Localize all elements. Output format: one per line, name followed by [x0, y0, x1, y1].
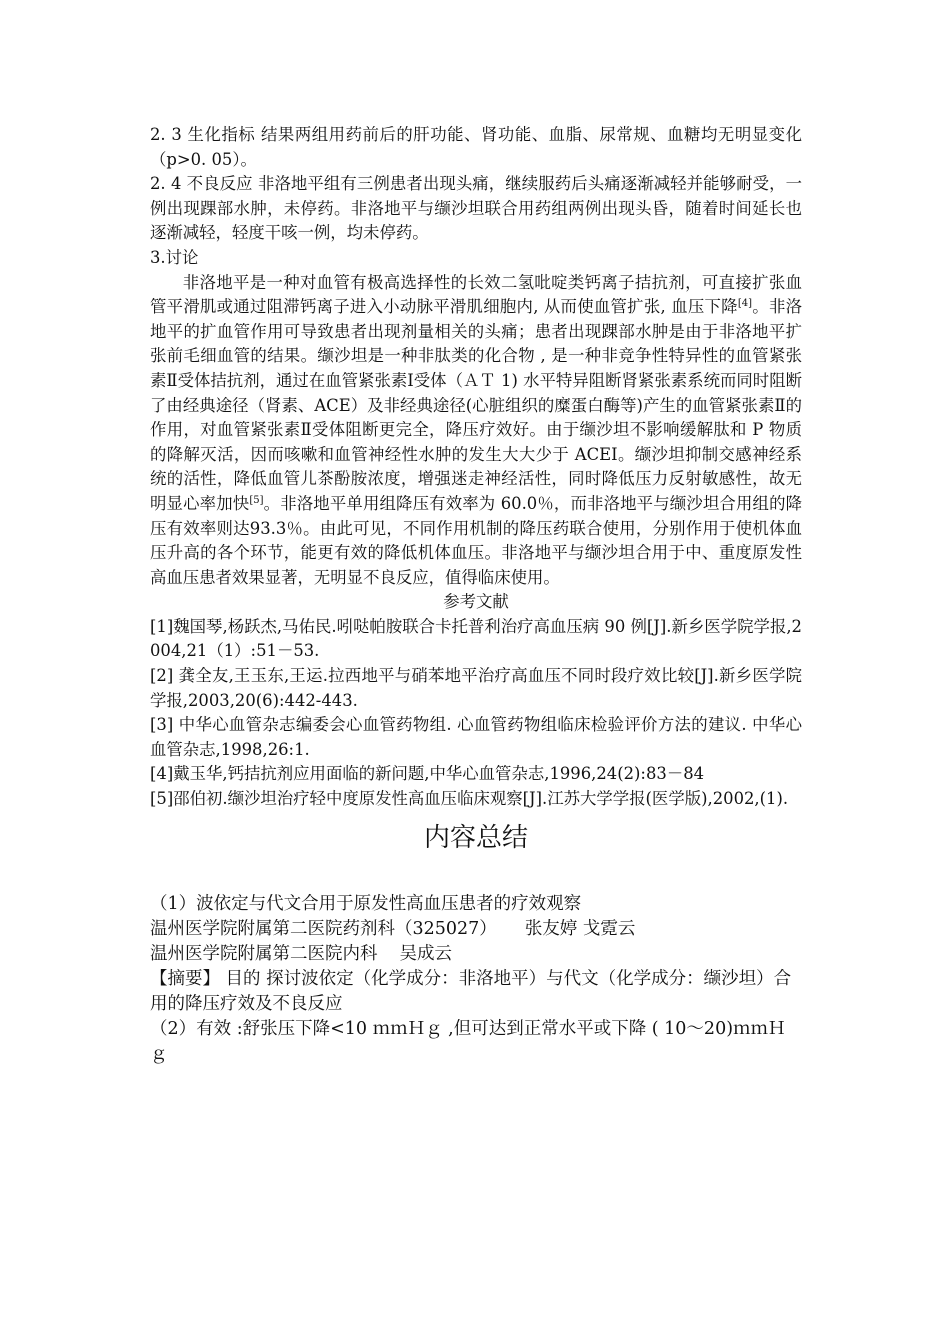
discussion-paragraph [150, 271, 802, 591]
section-2-4-adverse: 2. 4 不良反应 非洛地平组有三例患者出现头痛，继续服药后头痛逐渐减轻并能够耐受，一例出现踝部水肿，未停药。非洛地平与缬沙坦联合用药组两例出现头昏，随着时间延长也逐渐减轻，轻度干咳一例，均未停药。 [150, 174, 802, 243]
summary-item-1-title: （1）波依定与代文合用于原发性高血压患者的疗效观察 [150, 893, 582, 914]
affiliation-pharmacy: 温州医学院附属第二医院药剂科（325027） [150, 918, 497, 939]
references-heading: 参考文献 [443, 592, 509, 612]
summary-abstract: 【摘要】 目的 探讨波依定（化学成分：非洛地平）与代文（化学成分：缬沙坦）合用的降压疗效及不良反应 [150, 968, 792, 1014]
section-3-heading: 3.讨论 [150, 247, 199, 267]
summary-affiliation-1 [150, 917, 802, 942]
discussion-text-c: 。非洛地平单用组降压有效率为 60.0％，而非洛地平与缬沙坦合用组的降压有效率则达93.3％。由此可见，不同作用机制的降压药联合使用，分别作用于使机体血压升高的各个环节，能更有效的降低机体血压。非洛地平与缬沙坦合用于中、重度原发性高血压患者效果显著，无明显不良反应，值得临床使用。 [150, 493, 803, 587]
citation-5: [5] [249, 494, 264, 506]
authors-internal-medicine: 吴成云 [399, 943, 452, 964]
summary-item-2: （2）有效 :舒张压下降<10 ｍｍＨｇ ,但可达到正常水平或下降 ( 10～20)ｍｍＨｇ [150, 1018, 786, 1064]
document-page [150, 123, 802, 1067]
citation-4: [4] [737, 298, 753, 310]
reference-4: [4]戴玉华,钙拮抗剂应用面临的新问题,中华心血管杂志,1996,24(2):83－84 [150, 764, 705, 784]
section-2-3-biochem: 2. 3 生化指标 结果两组用药前后的肝功能、肾功能、血脂、尿常规、血糖均无明显变化（p>0. 05）。 [150, 125, 802, 169]
reference-1: [1]魏国琴,杨跃杰,马佑民.吲哒帕胺联合卡托普利治疗高血压病 90 例[J].新乡医学院学报,2004,21（1）:51－53. [150, 616, 802, 661]
discussion-text-a: 非洛地平是一种对血管有极高选择性的长效二氢吡啶类钙离子拮抗剂，可直接扩张血管平滑肌或通过阻滞钙离子进入小动脉平滑肌细胞内, 从而使血管扩张, 血压下降 [150, 272, 802, 317]
reference-5: [5]邵伯初.缬沙坦治疗轻中度原发性高血压临床观察[J].江苏大学学报(医学版),2002,(1). [150, 789, 789, 809]
reference-2: [2] 龚全友,王玉东,王运.拉西地平与硝苯地平治疗高血压不同时段疗效比较[J].新乡医学院学报,2003,20(6):442-443. [150, 666, 802, 710]
authors-pharmacy: 张友婷 戈霓云 [524, 918, 636, 939]
summary-title: 内容总结 [423, 822, 528, 853]
reference-3: [3] 中华心血管杂志编委会心血管药物组. 心血管药物组临床检验评价方法的建议. 中华心血管杂志,1998,26:1. [150, 715, 802, 759]
summary-affiliation-2 [150, 942, 802, 967]
affiliation-internal-medicine: 温州医学院附属第二医院内科 [150, 943, 378, 964]
discussion-text-b: 。非洛地平的扩血管作用可导致患者出现剂量相关的头痛；患者出现踝部水肿是由于非洛地平扩张前毛细血管的结果。缬沙坦是一种非肽类的化合物 , 是一种非竞争性特异性的血管紧张素Ⅱ受体拮抗剂，通过在血管紧张素Ⅰ受体（ＡＴ 1) 水平特异阻断肾紧张素系统而同时阻断了由经典途径（肾素、ACE）及非经典途径(心脏组织的糜蛋白酶等)产生的血管紧张素Ⅱ的作用，对血管紧张素Ⅱ受体阻断更完全，降压疗效好。由于缬沙坦不影响缓解肽和 P 物质的降解灭活，因而咳嗽和血管神经性水肿的发生大大少于 ACEI。缬沙坦抑制交感神经系统的活性，降低血管儿茶酚胺浓度，增强迷走神经活性，同时降低压力反射敏感性，故无明显心率加快 [150, 297, 802, 513]
